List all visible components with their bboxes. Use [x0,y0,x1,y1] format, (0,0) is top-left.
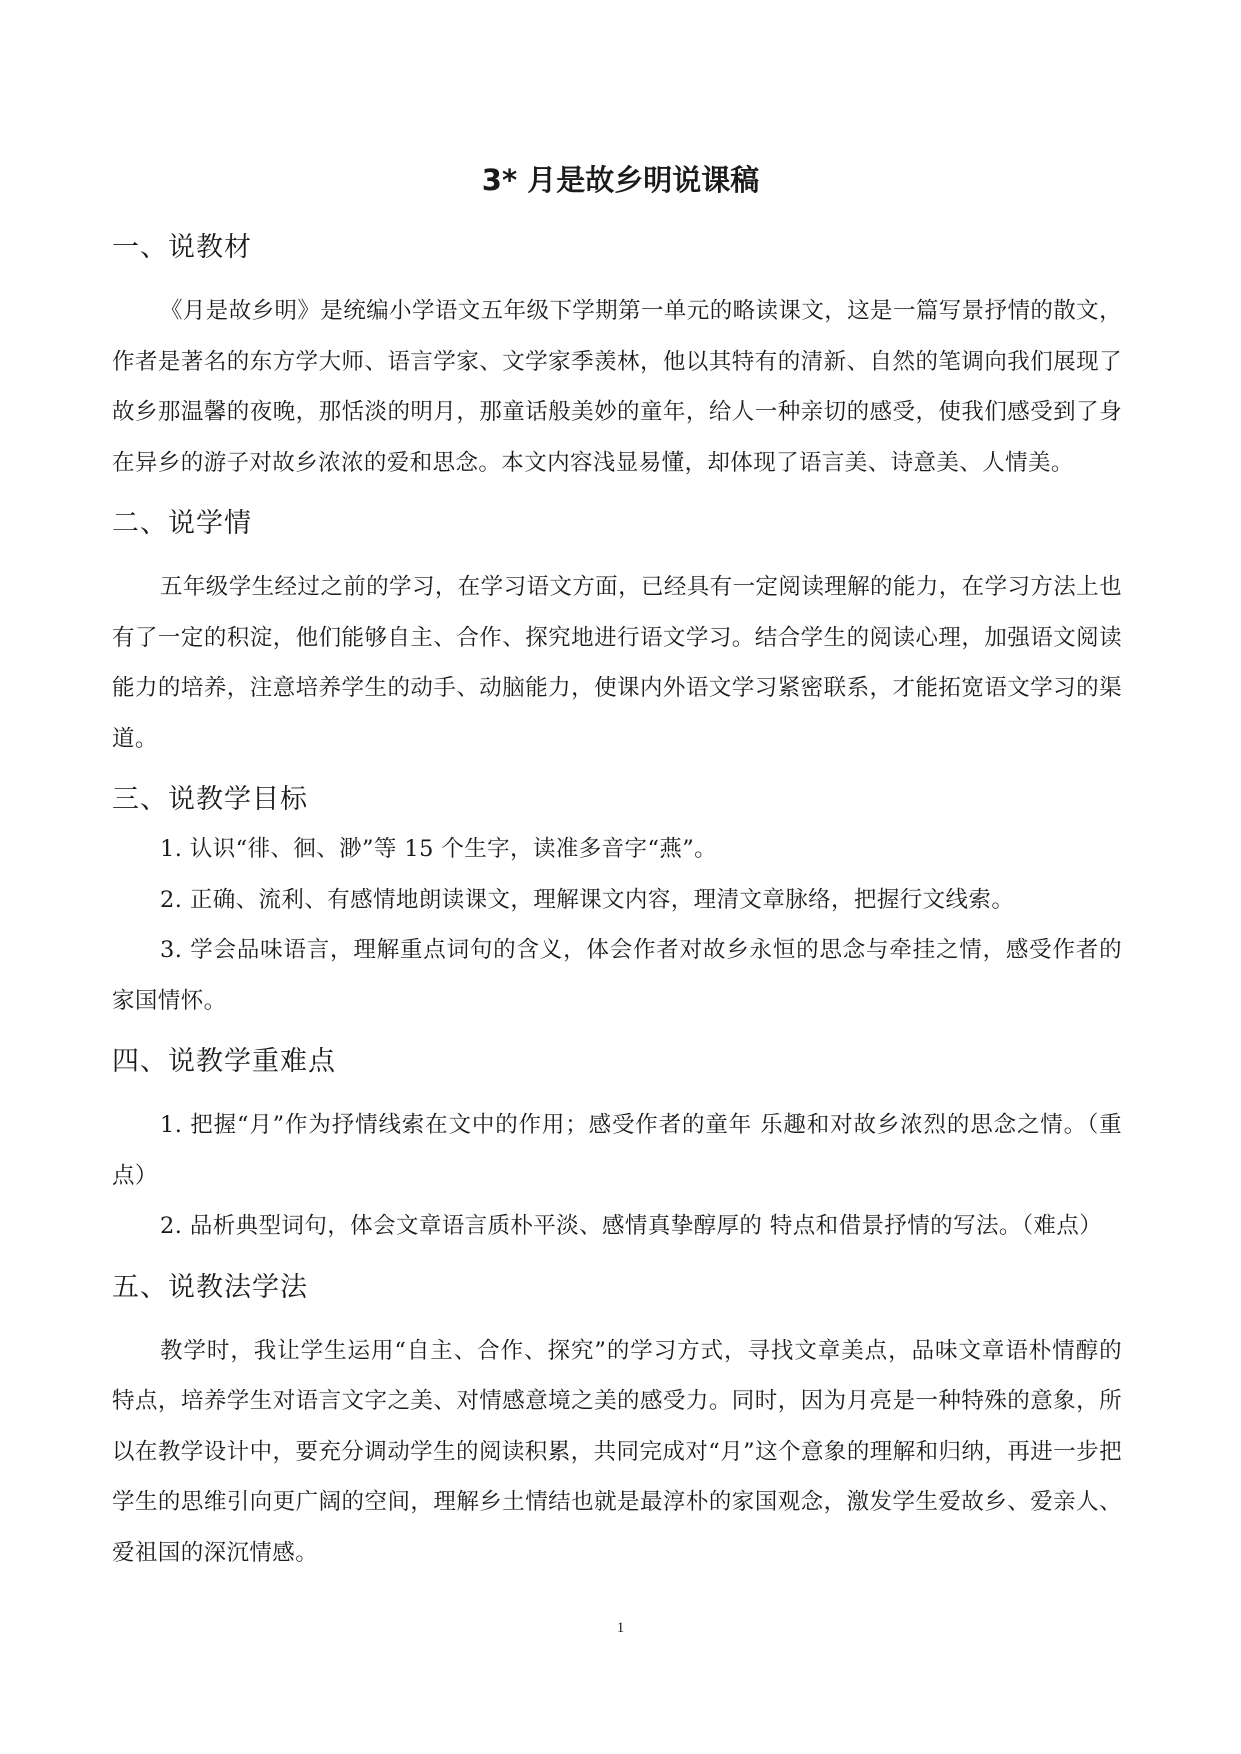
section-heading: 五、说教法学法 [112,1271,308,1303]
section-students [112,504,1122,764]
objective-item: 3. 学会品味语言，理解重点词句的含义，体会作者对故乡永恒的思念与牵挂之情，感受作者的家国情怀。 [112,937,1122,1014]
key-point-item: 2. 品析典型词句，体会文章语言质朴平淡、感情真挚醇厚的 特点和借景抒情的写法。（难点） [160,1213,1103,1239]
section-heading: 四、说教学重难点 [112,1046,336,1077]
section-heading: 三、说教学目标 [112,784,308,815]
page-number: 1 [616,1620,625,1636]
section-key-points [112,1042,1122,1252]
paragraph: 教学时，我让学生运用“自主、合作、探究”的学习方式，寻找文章美点，品味文章语朴情醇的特点，培养学生对语言文字之美、对情感意境之美的感受力。同时，因为月亮是一种特殊的意象，所以在教学设计中，要充分调动学生的阅读积累，共同完成对“月”这个意象的理解和归纳，再进一步把学生的思维引向更广阔的空间，理解乡土情结也就是最淳朴的家国观念，激发学生爱故乡、爱亲人、爱祖国的深沉情感。 [112,1337,1122,1566]
section-heading: 二、说学情 [112,508,252,539]
objective-item: 2. 正确、流利、有感情地朗读课文，理解课文内容，理清文章脉络，把握行文线索。 [160,886,1015,913]
section-textbook [112,228,1122,488]
section-objectives [112,780,1122,1026]
document-body [112,228,1122,1594]
paragraph: 五年级学生经过之前的学习，在学习语文方面，已经具有一定阅读理解的能力，在学习方法上也有了一定的积淀，他们能够自主、合作、探究地进行语文学习。结合学生的阅读心理，加强语文阅读能力的培养，注意培养学生的动手、动脑能力，使课内外语文学习紧密联系，才能拓宽语文学习的渠道。 [112,574,1122,752]
section-heading: 一、说教材 [112,232,252,263]
paragraph: 《月是故乡明》是统编小学语文五年级下学期第一单元的略读课文，这是一篇写景抒情的散文，作者是著名的东方学大师、语言学家、文学家季羡林，他以其特有的清新、自然的笔调向我们展现了故乡那温馨的夜晚，那恬淡的明月，那童话般美妙的童年，给人一种亲切的感受，使我们感受到了身在异乡的游子对故乡浓浓的爱和思念。本文内容浅显易懂，却体现了语言美、诗意美、人情美。 [112,298,1122,476]
section-methods [112,1268,1122,1579]
document-title: 3* 月是故乡明说课稿 [481,163,760,197]
key-point-item: 1. 把握“月”作为抒情线索在文中的作用；感受作者的童年 乐趣和对故乡浓烈的思念之情。（重点） [112,1112,1122,1189]
objective-item: 1. 认识“徘、徊、渺”等 15 个生字，读准多音字“燕”。 [160,836,718,862]
